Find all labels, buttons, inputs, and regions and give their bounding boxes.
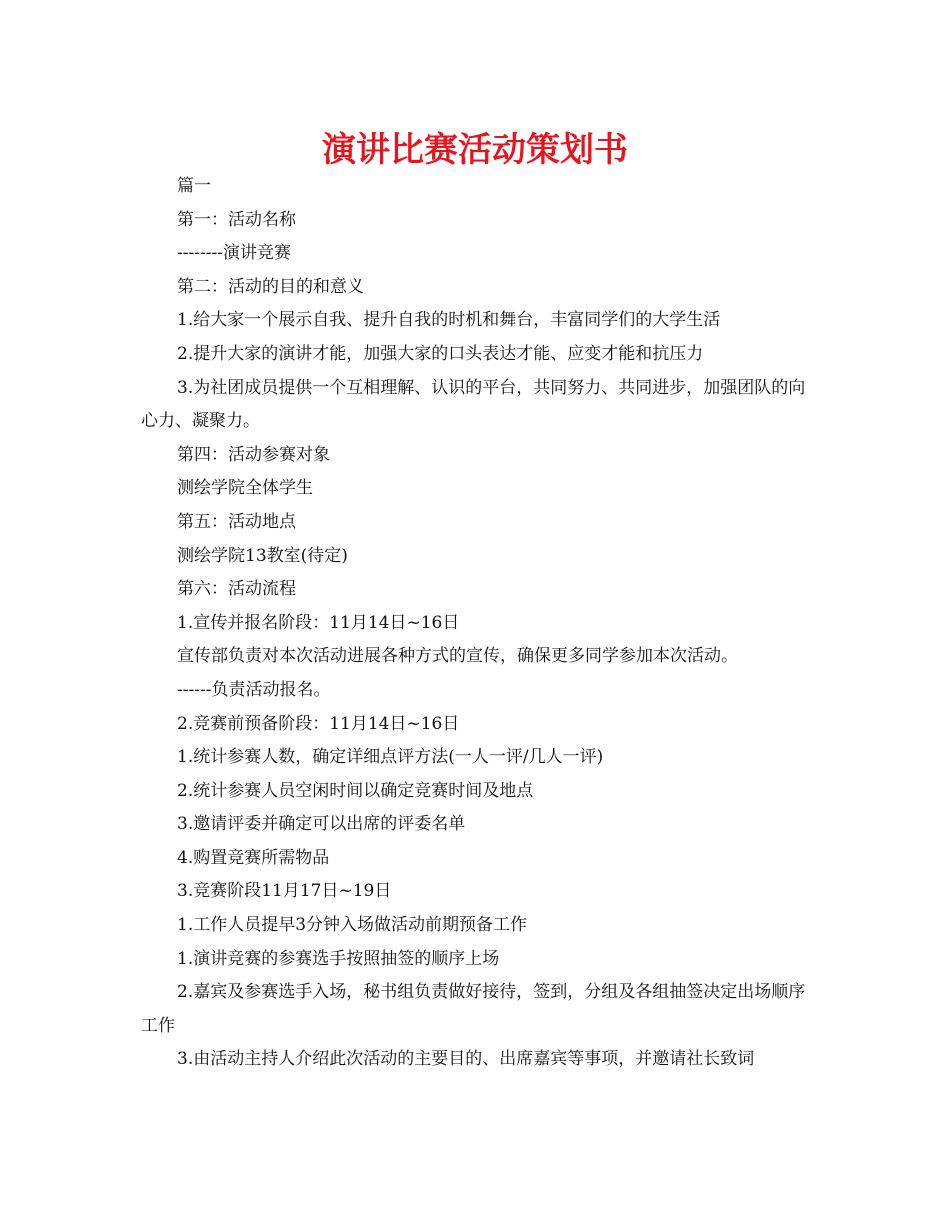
paragraph: 宣传部负责对本次活动进展各种方式的宣传，确保更多同学参加本次活动。 xyxy=(177,646,738,667)
paragraph: 第一：活动名称 xyxy=(177,209,296,230)
document-body xyxy=(141,170,813,1077)
paragraph: 2.提升大家的演讲才能，加强大家的口头表达才能、应变才能和抗压力 xyxy=(177,343,704,364)
paragraph: 第五：活动地点 xyxy=(177,511,296,532)
paragraph: 1.工作人员提早3分钟入场做活动前期预备工作 xyxy=(177,915,528,936)
paragraph: 1.演讲竞赛的参赛选手按照抽签的顺序上场 xyxy=(177,948,500,969)
paragraph: 测绘学院全体学生 xyxy=(177,478,313,499)
paragraph: 第六：活动流程 xyxy=(177,579,296,600)
paragraph: 2.嘉宾及参赛选手入场，秘书组负责做好接待，签到，分组及各组抽签决定出场顺序工作 xyxy=(141,982,806,1036)
paragraph: 3.竞赛阶段11月17日~19日 xyxy=(177,881,392,902)
paragraph: 第二：活动的目的和意义 xyxy=(177,276,364,297)
paragraph: 3.由活动主持人介绍此次活动的主要目的、出席嘉宾等事项，并邀请社长致词 xyxy=(177,1049,755,1070)
paragraph: 第四：活动参赛对象 xyxy=(177,444,330,465)
paragraph: 3.为社团成员提供一个互相理解、认识的平台，共同努力、共同进步，加强团队的向心力、凝聚力。 xyxy=(141,377,806,432)
document-title: 演讲比赛活动策划书 xyxy=(322,130,628,170)
paragraph: 4.购置竞赛所需物品 xyxy=(177,847,330,868)
paragraph: 篇一 xyxy=(177,176,211,196)
paragraph: 1.给大家一个展示自我、提升自我的时机和舞台，丰富同学们的大学生活 xyxy=(177,310,721,331)
paragraph: 测绘学院13教室(待定) xyxy=(177,545,348,566)
paragraph: 1.统计参赛人数，确定详细点评方法(一人一评/几人一评) xyxy=(177,747,604,768)
paragraph: 1.宣传并报名阶段：11月14日~16日 xyxy=(177,612,460,633)
paragraph: 3.邀请评委并确定可以出席的评委名单 xyxy=(177,814,466,835)
paragraph: ------负责活动报名。 xyxy=(177,679,331,700)
paragraph: 2.竞赛前预备阶段：11月14日~16日 xyxy=(177,713,460,734)
paragraph: 2.统计参赛人员空闲时间以确定竞赛时间及地点 xyxy=(177,780,534,801)
paragraph: --------演讲竞赛 xyxy=(177,243,291,264)
